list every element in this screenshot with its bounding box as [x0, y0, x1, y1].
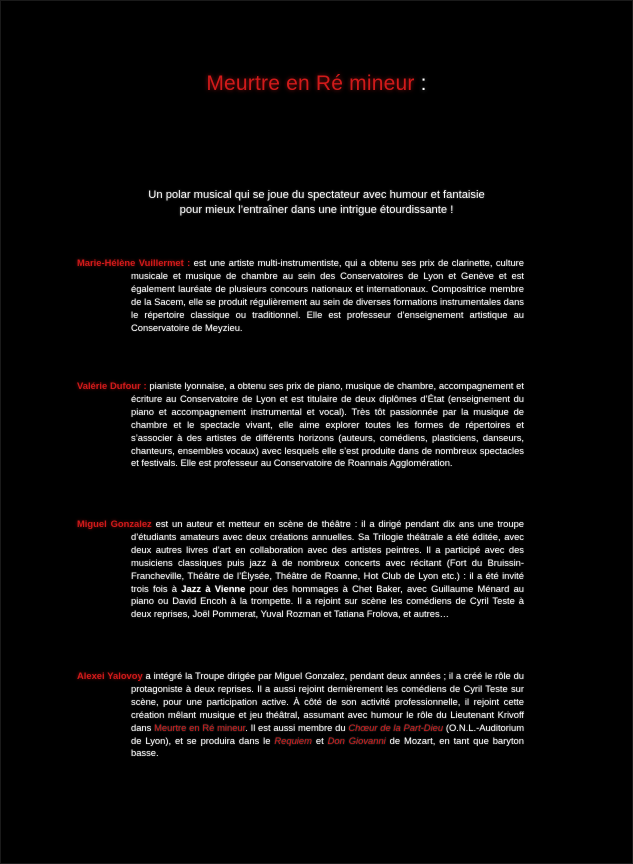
- performer-name: Valérie Dufour :: [77, 380, 147, 391]
- performer-name: Marie-Hélène Vuillermet :: [77, 257, 191, 268]
- bio-text-4: et: [311, 734, 328, 746]
- bio-valerie-dufour: [77, 380, 524, 470]
- bio-body: [77, 518, 525, 621]
- bio-text: est une artiste multi-instrumentiste, qui a obtenu ses prix de clarinette, culture musicale et musique de chambre au sein des Conservatoires de Lyon et Genève et est également lauréate de plusieurs concours nationaux et internationaux. Compositrice membre de la Sacem, elle se produit régulièrement au sein de diverses formations instrumentales dans le répertoire classique ou traditionnel. Elle est professeur d’enseignement artistique au Conservatoire de Meyzieu.: [131, 257, 524, 333]
- show-title: Meurtre en Ré mineur: [206, 72, 415, 95]
- requiem-link[interactable]: Requiem: [274, 734, 312, 746]
- choir-link[interactable]: Chœur de la Part-Dieu: [348, 721, 444, 733]
- bio-text: pianiste lyonnaise, a obtenu ses prix de piano, musique de chambre, accompagnement et écriture au Conservatoire de Lyon et est titulaire de deux diplômes d’État (enseignement du piano et accompagnement instrumental et vocal). Très tôt passionnée par la musique de chambre et le spectacle vivant, elle aime explorer toutes les formes de répertoires et s’associer à des artistes de différents horizons (auteurs, comédiens, plasticiens, danseurs, chanteurs, ensembles vocaux) avec lesquels elle s’est produite dans de nombreux spectacles et festivals. Elle est professeur au Conservatoire de Roannais Agglomération.: [131, 380, 524, 469]
- bio-body: [77, 670, 525, 760]
- tagline-line-2: pour mieux l’entraîner dans une intrigue étourdissante !: [179, 204, 454, 216]
- page-title: [0, 72, 633, 96]
- performer-name: Miguel Gonzalez: [77, 518, 152, 529]
- bio-alexei-yalovoy: [77, 670, 524, 760]
- bio-text: a intégré la Troupe dirigée par Miguel Gonzalez, pendant deux années ; il a créé le rôle du protagoniste à deux reprises. Il a aussi rejoint dernièrement les comédiens de Cyril Teste sur scène, pour une participation active. À côté de son activité professionnelle, il rejoint cette création mêlant musique et jeu théâtral, assumant avec humour le rôle du Lieutenant Krivoff dans: [131, 670, 524, 733]
- bio-text: est un auteur et metteur en scène de théâtre : il a dirigé pendant dix ans une troupe d’étudiants amateurs avec deux créations annuelles. Sa Trilogie théâtrale a été éditée, avec deux autres livres d’art en collaboration avec des artistes peintres. Il a participé avec des musiciens classiques puis jazz à de nombreux concerts avec récitant (Fort du Bruissin-Francheville, Théâtre de l’Élysée, Théâtre de Roanne, Hot Club de Lyon etc.) : il a été invité trois fois à: [131, 518, 524, 594]
- title-colon: :: [414, 72, 427, 95]
- bio-body: [77, 380, 524, 470]
- jazz-a-vienne-highlight: Jazz à Vienne: [181, 582, 246, 594]
- tagline: [0, 188, 633, 218]
- bio-miguel-gonzalez: [77, 518, 524, 621]
- don-giovanni-link[interactable]: Don Giovanni: [327, 734, 386, 746]
- bio-text-3: (O.N.L.-Auditorium de Lyon), et se produira dans le: [131, 721, 525, 746]
- bio-text-continued: pour des hommages à Chet Baker, avec Guillaume Ménard au piano ou David Encoh à la trompette. Il a rejoint sur scène les comédiens de Cyril Teste à deux reprises, Joël Pommerat, Yuval Rozman et Tatiana Frolova, et autres…: [131, 582, 525, 620]
- bio-marie-helene-vuillermet: [77, 257, 524, 334]
- performer-name: Alexei Yalovoy: [77, 670, 143, 681]
- show-title-link[interactable]: Meurtre en Ré mineur: [154, 721, 246, 733]
- bio-body: [77, 257, 524, 334]
- bio-text-2: . Il est aussi membre du: [245, 721, 349, 733]
- tagline-line-1: Un polar musical qui se joue du spectateur avec humour et fantaisie: [148, 189, 485, 201]
- bio-text-5: de Mozart, en tant que baryton basse.: [131, 734, 524, 759]
